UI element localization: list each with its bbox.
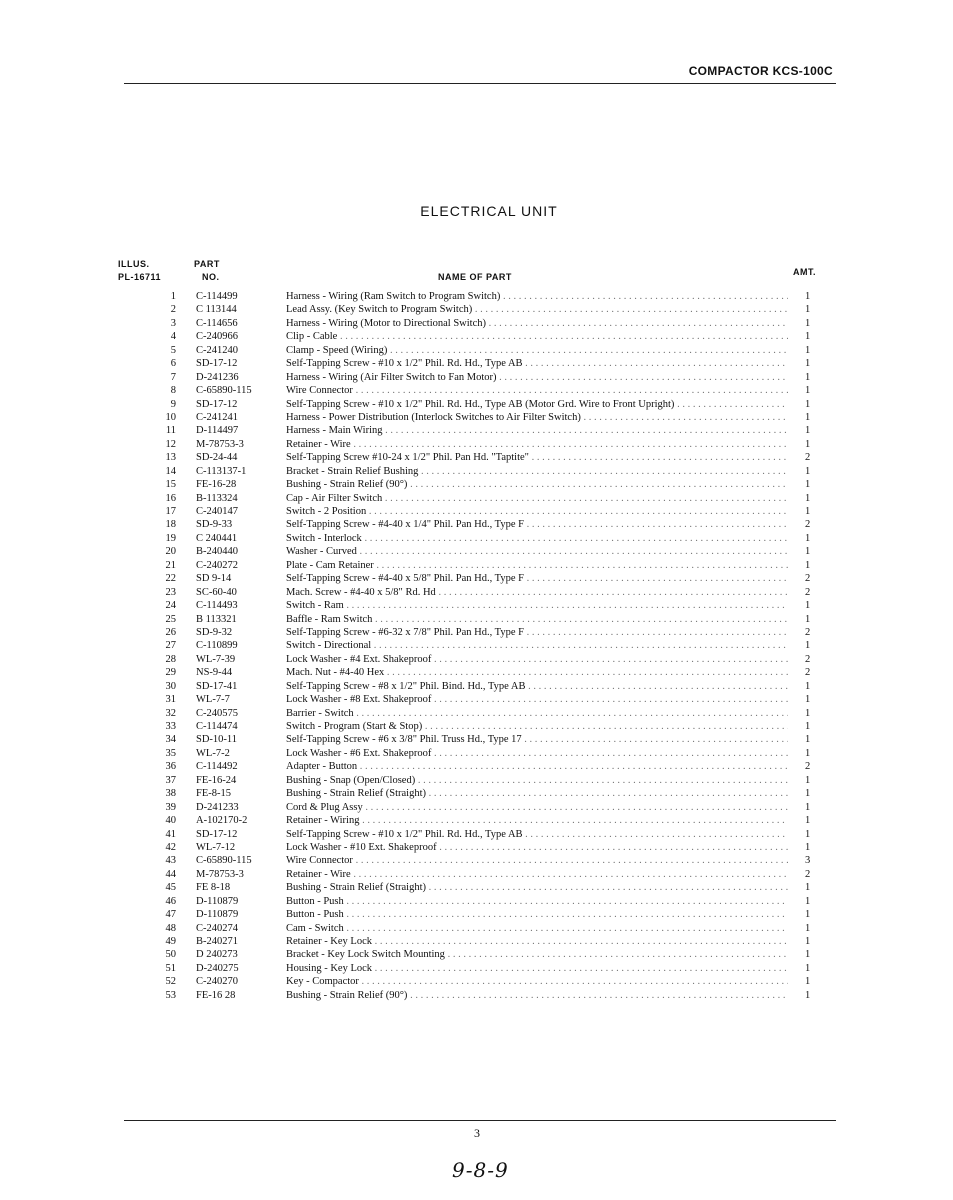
- amount: 1: [805, 936, 811, 947]
- table-row: [0, 868, 953, 881]
- part-name: Self-Tapping Screw - #8 x 1/2" Phil. Bind. Hd., Type AB . . .: [286, 680, 788, 693]
- part-name: Self-Tapping Screw - #4-40 x 1/4" Phil. Pan Hd., Type F . . .: [286, 518, 788, 531]
- illus-number: 17: [165, 506, 176, 517]
- illus-number: 33: [165, 721, 176, 732]
- illus-number: 20: [165, 546, 176, 558]
- part-number: C-110899: [196, 640, 238, 652]
- part-name: Harness - Wiring (Motor to Directional Switch) . . .: [286, 317, 788, 330]
- amount: 2: [805, 653, 811, 665]
- table-row: [0, 451, 953, 464]
- col-amt-header: AMT.: [793, 267, 816, 277]
- amount: 1: [805, 479, 811, 491]
- amount: 1: [805, 828, 811, 840]
- part-number: C-240270: [196, 976, 238, 988]
- illus-number: 45: [165, 882, 176, 894]
- part-name: Lock Washer - #10 Ext. Shakeproof . . .: [286, 841, 788, 854]
- amount: 1: [805, 506, 811, 517]
- part-number: C-113137-1: [196, 465, 247, 477]
- table-row: [0, 317, 953, 330]
- illus-number: 27: [165, 640, 176, 652]
- amount: 1: [805, 788, 811, 800]
- amount: 2: [805, 573, 811, 585]
- table-row: [0, 505, 953, 518]
- illus-number: 6: [170, 358, 176, 370]
- part-number: C-114499: [196, 291, 238, 302]
- table-row: [0, 948, 953, 961]
- table-row: [0, 344, 953, 357]
- illus-number: 5: [170, 344, 176, 356]
- part-number: D-241236: [196, 371, 239, 383]
- part-name: Bushing - Strain Relief (90°) . . .: [286, 478, 788, 491]
- table-row: [0, 586, 953, 599]
- table-row: [0, 908, 953, 921]
- part-number: SD-17-41: [196, 680, 238, 692]
- part-number: C 113144: [196, 304, 237, 316]
- part-number: M-78753-3: [196, 868, 244, 880]
- part-number: C-240147: [196, 506, 238, 517]
- part-name: Switch - Directional . . .: [286, 639, 788, 652]
- illus-number: 1: [170, 291, 176, 302]
- amount: 1: [805, 546, 811, 558]
- table-row: [0, 290, 953, 303]
- document-header: COMPACTOR KCS-100C: [688, 64, 833, 78]
- illus-number: 43: [165, 855, 176, 867]
- part-name: Bracket - Key Lock Switch Mounting . . .: [286, 948, 788, 961]
- part-name: Switch - Program (Start & Stop) . . .: [286, 720, 788, 733]
- table-row: [0, 545, 953, 558]
- part-number: C-114493: [196, 600, 238, 612]
- amount: 2: [805, 519, 811, 531]
- illus-number: 42: [165, 841, 176, 853]
- illus-number: 38: [165, 788, 176, 800]
- illus-number: 48: [165, 922, 176, 934]
- amount: 1: [805, 909, 811, 921]
- table-row: [0, 384, 953, 397]
- part-name: Lead Assy. (Key Switch to Program Switch) . . .: [286, 303, 788, 316]
- amount: 2: [805, 868, 811, 880]
- part-number: B-113324: [196, 492, 238, 504]
- illus-number: 26: [165, 626, 176, 638]
- part-number: C-114474: [196, 721, 238, 732]
- illus-number: 53: [165, 989, 176, 1001]
- part-number: B-240440: [196, 546, 238, 558]
- table-row: [0, 613, 953, 626]
- illus-number: 9: [170, 398, 176, 410]
- amount: 2: [805, 452, 811, 464]
- table-row: [0, 881, 953, 894]
- illus-number: 14: [165, 465, 176, 477]
- table-row: [0, 398, 953, 411]
- part-name: Harness - Wiring (Ram Switch to Program Switch) . . .: [286, 290, 788, 303]
- part-name: Lock Washer - #6 Ext. Shakeproof . . .: [286, 747, 788, 760]
- illus-number: 7: [170, 371, 176, 383]
- illus-number: 11: [165, 425, 176, 437]
- part-name: Mach. Nut - #4-40 Hex . . .: [286, 666, 788, 679]
- part-name: Switch - Ram . . .: [286, 599, 788, 612]
- table-row: [0, 747, 953, 760]
- amount: 1: [805, 465, 811, 477]
- table-row: [0, 801, 953, 814]
- part-number: SD-9-32: [196, 626, 233, 638]
- part-name: Bushing - Strain Relief (Straight) . . .: [286, 787, 788, 800]
- illus-number: 31: [165, 694, 176, 706]
- table-row: [0, 639, 953, 652]
- table-row: [0, 626, 953, 639]
- table-row: [0, 465, 953, 478]
- part-name: Retainer - Wire . . .: [286, 438, 788, 451]
- part-name: Button - Push . . .: [286, 895, 788, 908]
- illus-number: 37: [165, 774, 176, 786]
- illus-number: 41: [165, 828, 176, 840]
- illus-number: 52: [165, 976, 176, 988]
- part-name: Self-Tapping Screw #10-24 x 1/2" Phil. Pan Hd. "Taptite" . . .: [286, 451, 788, 464]
- part-number: C-241241: [196, 411, 238, 423]
- amount: 1: [805, 895, 811, 907]
- illus-number: 12: [165, 438, 176, 450]
- illus-number: 24: [165, 600, 176, 612]
- table-row: [0, 572, 953, 585]
- part-number: C-65890-115: [196, 855, 252, 867]
- table-row: [0, 895, 953, 908]
- illus-number: 32: [165, 707, 176, 719]
- table-row: [0, 814, 953, 827]
- amount: 2: [805, 667, 811, 679]
- illus-number: 46: [165, 895, 176, 907]
- amount: 1: [805, 358, 811, 370]
- part-number: M-78753-3: [196, 438, 244, 450]
- illus-number: 16: [165, 492, 176, 504]
- part-name: Self-Tapping Screw - #6 x 3/8" Phil. Truss Hd., Type 17 . . .: [286, 733, 788, 746]
- part-number: SD-24-44: [196, 452, 238, 464]
- header-rule: [124, 83, 836, 84]
- amount: 1: [805, 815, 811, 827]
- amount: 1: [805, 680, 811, 692]
- amount: 1: [805, 492, 811, 504]
- part-number: B-240271: [196, 936, 238, 947]
- part-name: Harness - Main Wiring . . .: [286, 424, 788, 437]
- part-number: D-110879: [196, 909, 239, 921]
- part-number: FE-16-28: [196, 479, 237, 491]
- amount: 1: [805, 425, 811, 437]
- part-name: Clip - Cable . . .: [286, 330, 788, 343]
- part-number: WL-7-7: [196, 694, 230, 706]
- part-name: Retainer - Key Lock . . .: [286, 935, 788, 948]
- illus-number: 4: [170, 331, 176, 343]
- part-name: Mach. Screw - #4-40 x 5/8" Rd. Hd . . .: [286, 586, 788, 599]
- part-number: D-114497: [196, 425, 239, 437]
- amount: 1: [805, 371, 811, 383]
- part-number: D-241233: [196, 801, 239, 813]
- part-name: Harness - Wiring (Air Filter Switch to Fan Motor) . . .: [286, 371, 788, 384]
- part-number: SD-17-12: [196, 358, 238, 370]
- amount: 1: [805, 640, 811, 652]
- amount: 3: [805, 855, 811, 867]
- amount: 1: [805, 949, 811, 961]
- part-number: FE-8-15: [196, 788, 231, 800]
- part-number: D-110879: [196, 895, 239, 907]
- footer-rule: [124, 1120, 836, 1121]
- table-row: [0, 330, 953, 343]
- part-name: Bushing - Strain Relief (Straight) . . .: [286, 881, 788, 894]
- illus-number: 47: [165, 909, 176, 921]
- part-name: Switch - Interlock . . .: [286, 532, 788, 545]
- amount: 1: [805, 317, 811, 329]
- illus-number: 30: [165, 680, 176, 692]
- part-name: Key - Compactor . . .: [286, 975, 788, 988]
- part-name: Barrier - Switch . . .: [286, 707, 788, 720]
- table-row: [0, 680, 953, 693]
- table-row: [0, 733, 953, 746]
- part-number: WL-7-39: [196, 653, 236, 665]
- part-name: Lock Washer - #4 Ext. Shakeproof . . .: [286, 653, 788, 666]
- table-row: [0, 720, 953, 733]
- part-number: A-102170-2: [196, 815, 248, 827]
- col-illus-sub: PL-16711: [118, 272, 162, 282]
- illus-number: 35: [165, 747, 176, 759]
- illus-number: 3: [170, 317, 176, 329]
- part-number: SD 9-14: [196, 573, 232, 585]
- illus-number: 19: [165, 532, 176, 544]
- part-number: C-240966: [196, 331, 238, 343]
- handwritten-note: 9-8-9: [452, 1158, 509, 1182]
- part-number: SD-17-12: [196, 828, 238, 840]
- table-row: [0, 693, 953, 706]
- part-number: C-65890-115: [196, 385, 252, 397]
- part-number: SD-9-33: [196, 519, 233, 531]
- amount: 1: [805, 962, 811, 974]
- part-number: FE-16 28: [196, 989, 236, 1001]
- part-name: Bushing - Strain Relief (90°) . . .: [286, 989, 788, 1002]
- part-number: D-240275: [196, 962, 239, 974]
- part-name: Cord & Plug Assy . . .: [286, 801, 788, 814]
- amount: 1: [805, 774, 811, 786]
- part-name: Self-Tapping Screw - #10 x 1/2" Phil. Rd. Hd., Type AB . . .: [286, 357, 788, 370]
- part-name: Housing - Key Lock . . .: [286, 962, 788, 975]
- table-row: [0, 760, 953, 773]
- illus-number: 28: [165, 653, 176, 665]
- part-number: C-114656: [196, 317, 238, 329]
- illus-number: 2: [170, 304, 176, 316]
- table-row: [0, 787, 953, 800]
- table-row: [0, 438, 953, 451]
- table-row: [0, 828, 953, 841]
- part-number: B 113321: [196, 613, 237, 625]
- part-number: C-114492: [196, 761, 238, 773]
- part-number: FE-16-24: [196, 774, 237, 786]
- amount: 1: [805, 532, 811, 544]
- amount: 1: [805, 559, 811, 571]
- table-row: [0, 653, 953, 666]
- table-row: [0, 599, 953, 612]
- amount: 1: [805, 882, 811, 894]
- illus-number: 34: [165, 734, 176, 746]
- table-row: [0, 854, 953, 867]
- illus-number: 44: [165, 868, 176, 880]
- part-number: NS-9-44: [196, 667, 233, 679]
- amount: 1: [805, 291, 811, 302]
- part-name: Adapter - Button . . .: [286, 760, 788, 773]
- part-name: Harness - Power Distribution (Interlock Switches to Air Filter Switch) . . .: [286, 411, 788, 424]
- amount: 1: [805, 600, 811, 612]
- illus-number: 51: [165, 962, 176, 974]
- part-name: Lock Washer - #8 Ext. Shakeproof . . .: [286, 693, 788, 706]
- col-illus-label: ILLUS.: [118, 259, 150, 269]
- page-number: 3: [474, 1126, 480, 1140]
- part-name: Self-Tapping Screw - #4-40 x 5/8" Phil. Pan Hd., Type F . . .: [286, 572, 788, 585]
- part-number: C-240272: [196, 559, 238, 571]
- table-row: [0, 559, 953, 572]
- illus-number: 13: [165, 452, 176, 464]
- table-row: [0, 303, 953, 316]
- amount: 1: [805, 707, 811, 719]
- part-name: Button - Push . . .: [286, 908, 788, 921]
- amount: 1: [805, 989, 811, 1001]
- illus-number: 25: [165, 613, 176, 625]
- illus-number: 50: [165, 949, 176, 961]
- table-row: [0, 478, 953, 491]
- table-row: [0, 518, 953, 531]
- illus-number: 36: [165, 761, 176, 773]
- amount: 1: [805, 398, 811, 410]
- amount: 1: [805, 438, 811, 450]
- amount: 1: [805, 721, 811, 732]
- illus-number: 39: [165, 801, 176, 813]
- part-name: Clamp - Speed (Wiring) . . .: [286, 344, 788, 357]
- table-row: [0, 707, 953, 720]
- table-row: [0, 935, 953, 948]
- parts-table: [0, 290, 953, 1002]
- illus-number: 21: [165, 559, 176, 571]
- part-name: Switch - 2 Position . . .: [286, 505, 788, 518]
- part-number: WL-7-2: [196, 747, 230, 759]
- part-number: D 240273: [196, 949, 238, 961]
- part-name: Wire Connector . . .: [286, 854, 788, 867]
- part-number: SD-10-11: [196, 734, 238, 746]
- amount: 1: [805, 747, 811, 759]
- table-row: [0, 989, 953, 1002]
- table-row: [0, 922, 953, 935]
- illus-number: 10: [165, 411, 176, 423]
- amount: 1: [805, 694, 811, 706]
- amount: 1: [805, 613, 811, 625]
- amount: 2: [805, 626, 811, 638]
- part-name: Cap - Air Filter Switch . . .: [286, 492, 788, 505]
- amount: 1: [805, 344, 811, 356]
- part-name: Self-Tapping Screw - #10 x 1/2" Phil. Rd. Hd., Type AB (Motor Grd. Wire to Front Upright) . . .: [286, 398, 788, 411]
- table-row: [0, 774, 953, 787]
- part-number: WL-7-12: [196, 841, 236, 853]
- illus-number: 23: [165, 586, 176, 598]
- part-name: Self-Tapping Screw - #6-32 x 7/8" Phil. Pan Hd., Type F . . .: [286, 626, 788, 639]
- table-row: [0, 975, 953, 988]
- illus-number: 22: [165, 573, 176, 585]
- part-number: C-240575: [196, 707, 238, 719]
- part-number: SD-17-12: [196, 398, 238, 410]
- table-row: [0, 841, 953, 854]
- part-name: Cam - Switch . . .: [286, 922, 788, 935]
- table-row: [0, 424, 953, 437]
- table-row: [0, 666, 953, 679]
- amount: 1: [805, 976, 811, 988]
- part-number: C 240441: [196, 532, 238, 544]
- amount: 1: [805, 411, 811, 423]
- part-number: FE 8-18: [196, 882, 231, 894]
- table-row: [0, 492, 953, 505]
- col-name-header: NAME OF PART: [438, 272, 512, 282]
- amount: 1: [805, 304, 811, 316]
- part-name: Bracket - Strain Relief Bushing . . .: [286, 465, 788, 478]
- illus-number: 18: [165, 519, 176, 531]
- illus-number: 40: [165, 815, 176, 827]
- page-title: ELECTRICAL UNIT: [420, 203, 558, 219]
- amount: 2: [805, 586, 811, 598]
- amount: 1: [805, 734, 811, 746]
- illus-number: 15: [165, 479, 176, 491]
- table-row: [0, 411, 953, 424]
- amount: 1: [805, 841, 811, 853]
- part-name: Baffle - Ram Switch . . .: [286, 613, 788, 626]
- part-number: SC-60-40: [196, 586, 237, 598]
- part-name: Wire Connector . . .: [286, 384, 788, 397]
- illus-number: 49: [165, 936, 176, 947]
- table-row: [0, 962, 953, 975]
- illus-number: 29: [165, 667, 176, 679]
- part-name: Bushing - Snap (Open/Closed) . . .: [286, 774, 788, 787]
- amount: 1: [805, 801, 811, 813]
- table-row: [0, 357, 953, 370]
- amount: 1: [805, 922, 811, 934]
- part-name: Washer - Curved . . .: [286, 545, 788, 558]
- part-number: C-241240: [196, 344, 238, 356]
- part-name: Retainer - Wiring . . .: [286, 814, 788, 827]
- illus-number: 8: [170, 385, 176, 397]
- part-number: C-240274: [196, 922, 238, 934]
- part-name: Plate - Cam Retainer . . .: [286, 559, 788, 572]
- col-part-sub: NO.: [202, 272, 220, 282]
- part-name: Retainer - Wire . . .: [286, 868, 788, 881]
- table-row: [0, 371, 953, 384]
- part-name: Self-Tapping Screw - #10 x 1/2" Phil. Rd. Hd., Type AB . . .: [286, 828, 788, 841]
- col-part-label: PART: [194, 259, 220, 269]
- amount: 1: [805, 385, 811, 397]
- table-row: [0, 532, 953, 545]
- amount: 1: [805, 331, 811, 343]
- amount: 2: [805, 761, 811, 773]
